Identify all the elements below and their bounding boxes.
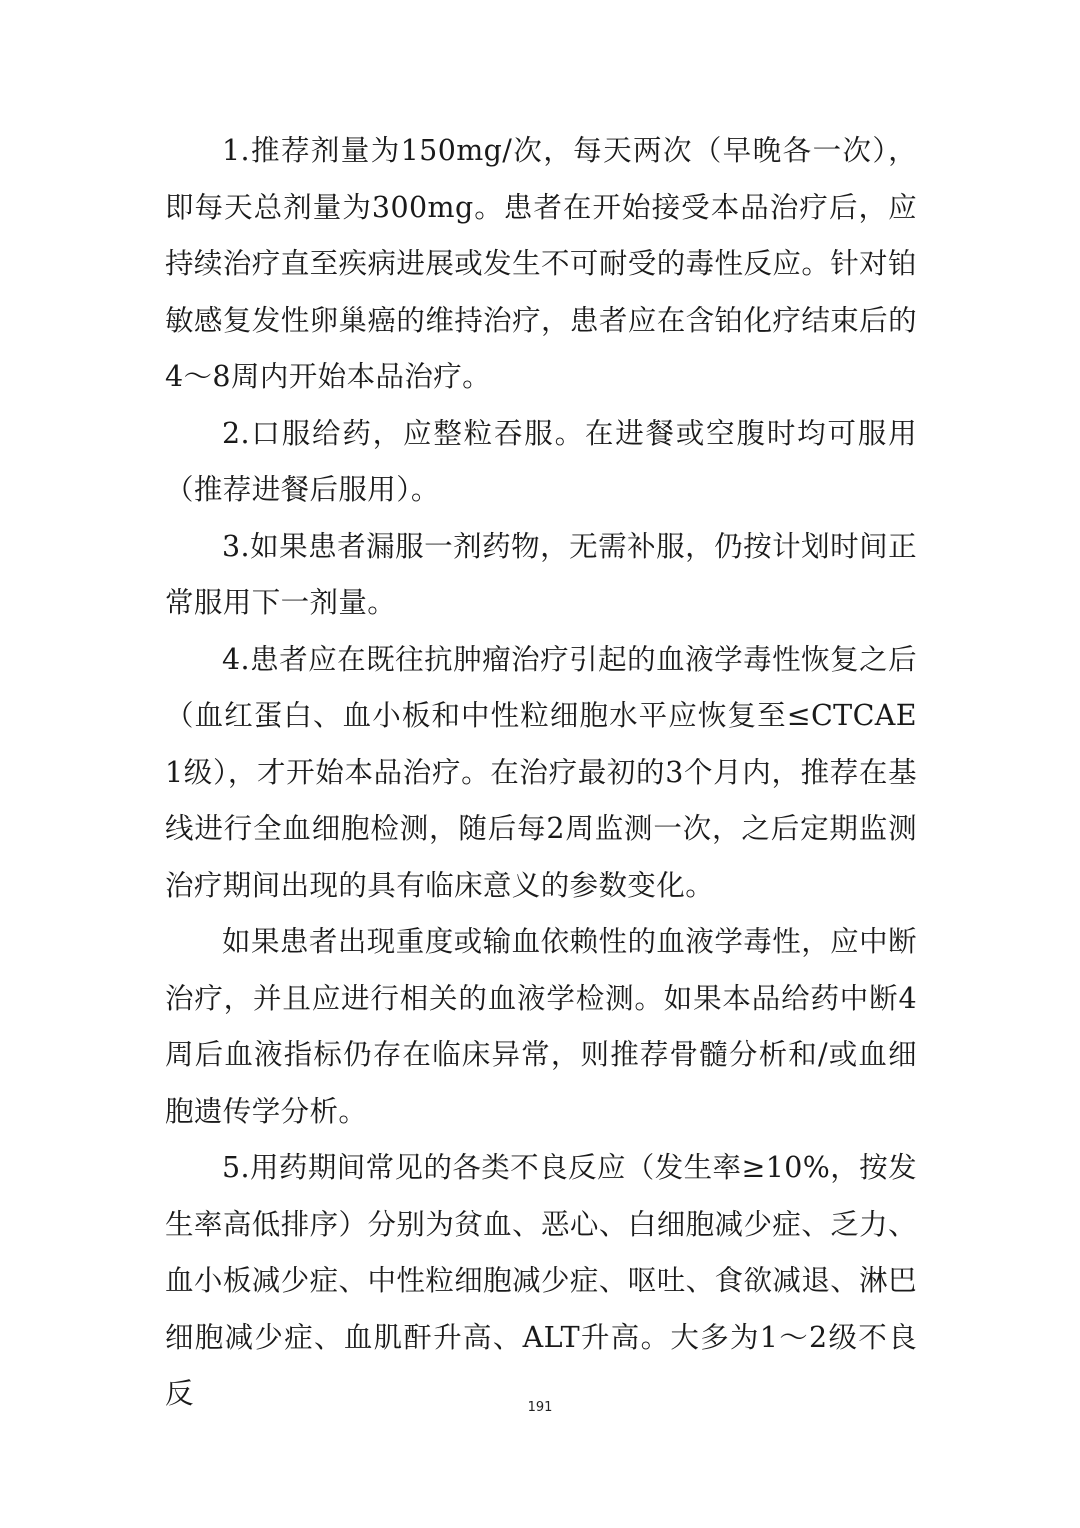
- page-number: 191: [527, 1400, 553, 1415]
- paragraph-interruption: 如果患者出现重度或输血依赖性的血液学毒性，应中断治疗，并且应进行相关的血液学检测。如果本品给药中断4周后血液指标仍存在临床异常，则推荐骨髓分析和/或血细胞遗传学分析。: [165, 925, 917, 1128]
- body-text: [165, 123, 917, 1423]
- paragraph-hematologic-toxicity: 4.患者应在既往抗肿瘤治疗引起的血液学毒性恢复之后（血红蛋白、血小板和中性粒细胞水平应恢复至≤CTCAE 1级），才开始本品治疗。在治疗最初的3个月内，推荐在基线进行全血细胞检测，随后每2周监测一次，之后定期监测治疗期间出现的具有临床意义的参数变化。: [165, 642, 917, 902]
- paragraph-administration: 2.口服给药，应整粒吞服。在进餐或空腹时均可服用（推荐进餐后服用）。: [165, 416, 917, 506]
- paragraph-adverse-reactions: 5.用药期间常见的各类不良反应（发生率≥10%，按发生率高低排序）分别为贫血、恶心、白细胞减少症、乏力、血小板减少症、中性粒细胞减少症、呕吐、食欲减退、淋巴细胞减少症、血肌酐升高、ALT升高。大多为1～2级不良反: [165, 1151, 917, 1410]
- paragraph-dosage: 1.推荐剂量为150mg/次，每天两次（早晚各一次），即每天总剂量为300mg。患者在开始接受本品治疗后，应持续治疗直至疾病进展或发生不可耐受的毒性反应。针对铂敏感复发性卵巢癌的维持治疗，患者应在含铂化疗结束后的4～8周内开始本品治疗。: [165, 134, 917, 393]
- paragraph-missed-dose: 3.如果患者漏服一剂药物，无需补服，仍按计划时间正常服用下一剂量。: [165, 529, 917, 619]
